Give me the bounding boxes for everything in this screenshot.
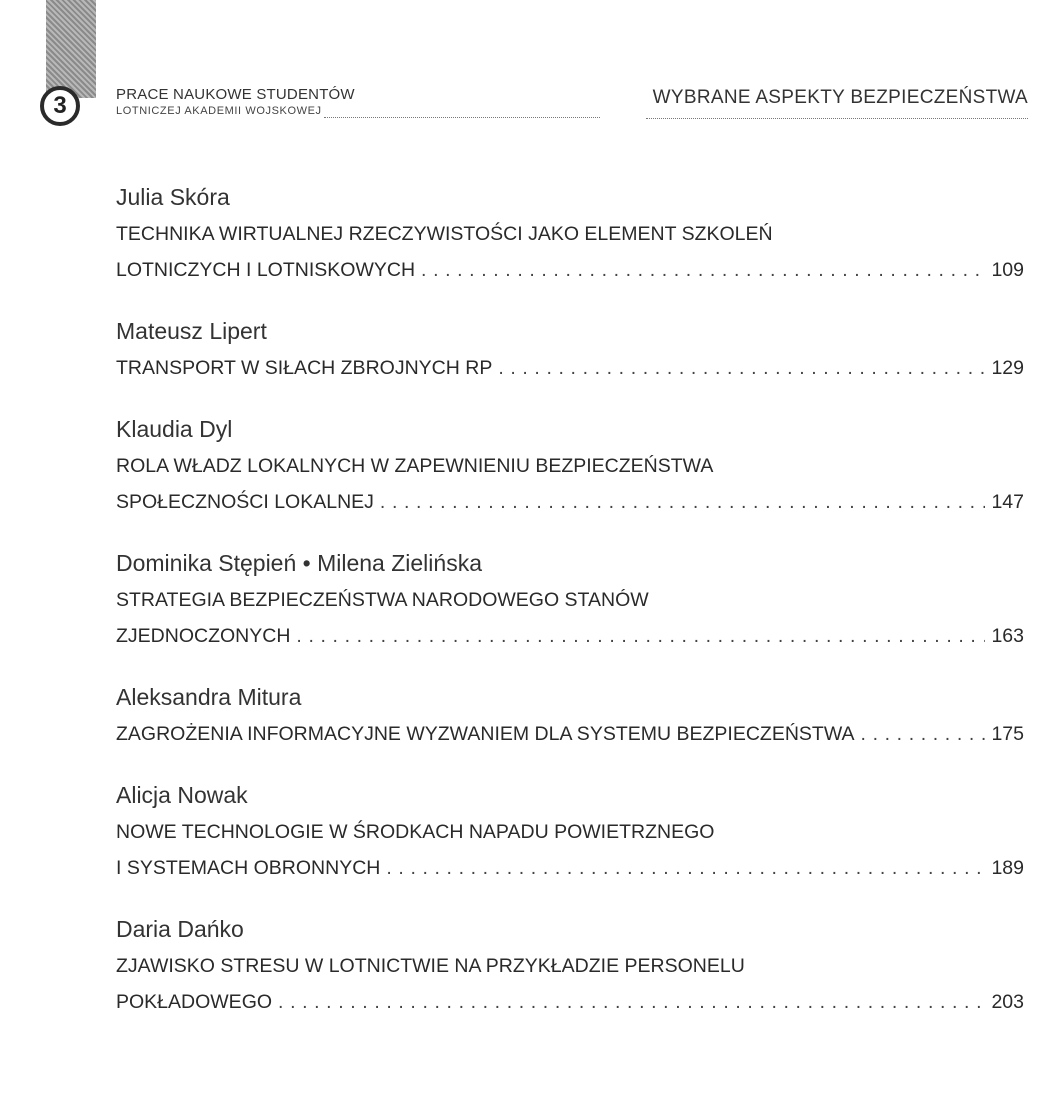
spine-bar (46, 0, 96, 98)
issue-number: 3 (53, 92, 67, 119)
toc-title-last-line (116, 716, 1024, 752)
toc-title-text: I SYSTEMACH OBRONNYCH (116, 857, 381, 879)
toc-title-line: ROLA WŁADZ LOKALNYCH W ZAPEWNIENIU BEZPIECZEŃSTWA (116, 455, 714, 477)
toc-title-text: SPOŁECZNOŚCI LOKALNEJ (116, 491, 374, 513)
toc-page-number: 175 (991, 723, 1024, 745)
toc-dot-leader (498, 350, 985, 386)
toc-title-last-line (116, 484, 1024, 520)
toc-dot-leader (421, 252, 985, 288)
toc-title-text: ZAGROŻENIA INFORMACYJNE WYZWANIEM DLA SYSTEMU BEZPIECZEŃSTWA (116, 723, 855, 745)
toc-title-line: NOWE TECHNOLOGIE W ŚRODKACH NAPADU POWIETRZNEGO (116, 821, 715, 843)
toc-author: Mateusz Lipert (116, 318, 267, 344)
toc-author: Julia Skóra (116, 184, 230, 210)
toc-dot-leader (296, 618, 985, 654)
volume-dotted-rule (646, 110, 1028, 119)
toc-page-number: 163 (991, 625, 1024, 647)
toc-page-number: 109 (991, 259, 1024, 281)
volume-header (646, 86, 1028, 119)
toc-dot-leader (278, 984, 985, 1020)
toc-entry (116, 546, 1024, 654)
toc-entry (116, 412, 1024, 520)
toc-title-text: LOTNICZYCH I LOTNISKOWYCH (116, 259, 416, 281)
toc-title-text: TRANSPORT W SIŁACH ZBROJNYCH RP (116, 357, 493, 379)
toc-page-number: 189 (991, 857, 1024, 879)
toc-dot-leader (380, 484, 986, 520)
toc-page-number: 203 (991, 991, 1024, 1013)
toc-title-text: ZJEDNOCZONYCH (116, 625, 291, 647)
toc-title-last-line (116, 850, 1024, 886)
toc-title-line: STRATEGIA BEZPIECZEŃSTWA NARODOWEGO STANÓW (116, 589, 649, 611)
volume-title: WYBRANE ASPEKTY BEZPIECZEŃSTWA (652, 87, 1028, 108)
toc-page-number: 129 (991, 357, 1024, 379)
toc-title-last-line (116, 350, 1024, 386)
toc-entry (116, 314, 1024, 386)
toc-entry (116, 180, 1024, 288)
toc-author: Klaudia Dyl (116, 416, 233, 442)
issue-number-badge (40, 86, 80, 126)
series-subtitle-row (116, 104, 600, 118)
toc-dot-leader (386, 850, 985, 886)
toc-title-line: ZJAWISKO STRESU W LOTNICTWIE NA PRZYKŁADZIE PERSONELU (116, 955, 745, 977)
toc-author: Aleksandra Mitura (116, 684, 302, 710)
series-header (116, 86, 600, 118)
toc-entry (116, 912, 1024, 1020)
toc-author: Alicja Nowak (116, 782, 248, 808)
table-of-contents (116, 180, 1024, 1020)
toc-dot-leader (861, 716, 986, 752)
series-subtitle: LOTNICZEJ AKADEMII WOJSKOWEJ (116, 105, 322, 117)
toc-title-last-line (116, 618, 1024, 654)
series-name: PRACE NAUKOWE STUDENTÓW (116, 86, 355, 103)
toc-title-last-line (116, 252, 1024, 288)
toc-title-line: TECHNIKA WIRTUALNEJ RZECZYWISTOŚCI JAKO ELEMENT SZKOLEŃ (116, 223, 773, 245)
toc-page-number: 147 (991, 491, 1024, 513)
toc-title-text: POKŁADOWEGO (116, 991, 273, 1013)
toc-entry (116, 778, 1024, 886)
toc-entry (116, 680, 1024, 752)
header-dotted-rule (324, 106, 600, 118)
toc-author: Dominika Stępień • Milena Zielińska (116, 550, 482, 576)
toc-title-last-line (116, 984, 1024, 1020)
toc-author: Daria Dańko (116, 916, 244, 942)
